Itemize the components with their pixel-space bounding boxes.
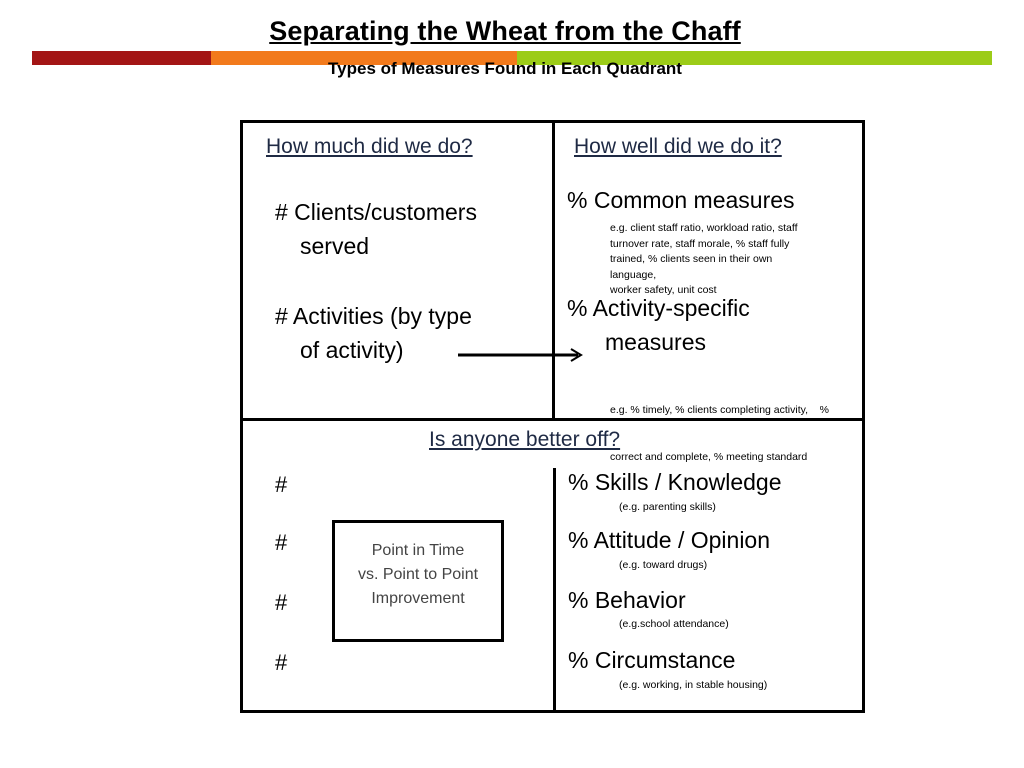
outcome-behavior: % Behavior [568, 587, 686, 613]
count-hash: # [275, 590, 288, 615]
vertical-divider-bottom [553, 468, 556, 710]
point-in-time-box [332, 520, 504, 642]
point-in-time-text: Point in Time vs. Point to Point Improvement [357, 542, 479, 607]
count-hash: # [275, 472, 288, 497]
activity-specific-line1: % Activity-specific [567, 295, 750, 321]
count-hash: # [275, 650, 288, 675]
outcome-attitude: % Attitude / Opinion [568, 527, 771, 553]
arrow-icon [458, 345, 588, 365]
slide-subtitle: Types of Measures Found in Each Quadrant [328, 59, 682, 78]
activity-specific-examples: e.g. % timely, % clients completing activity, % correct and complete, % meeting standard [610, 404, 830, 463]
common-measures: % Common measures [567, 187, 795, 213]
outcome-attitude-example: (e.g. toward drugs) [619, 559, 708, 571]
quadrant-heading-how-well: How well did we do it? [574, 135, 782, 158]
vertical-divider-top [552, 123, 555, 418]
outcome-behavior-example: (e.g.school attendance) [619, 618, 729, 630]
activities-line1: # Activities (by type [275, 303, 472, 329]
quadrant-frame [240, 120, 865, 713]
clients-served-line2: served [300, 233, 370, 259]
common-measures-examples: e.g. client staff ratio, workload ratio, staff turnover rate, staff morale, % staff fully trained, % clients seen in their own language, worker safety, unit cost [610, 222, 798, 296]
count-hash: # [275, 530, 288, 555]
activity-specific-line2: measures [605, 329, 706, 355]
quadrant-heading-how-much: How much did we do? [266, 135, 473, 158]
outcome-skills-example: (e.g. parenting skills) [619, 501, 716, 513]
slide-title: Separating the Wheat from the Chaff [269, 16, 741, 46]
quadrant-heading-better-off: Is anyone better off? [429, 428, 621, 451]
outcome-circumstance-example: (e.g. working, in stable housing) [619, 679, 768, 691]
outcome-circumstance: % Circumstance [568, 647, 736, 673]
activities-line2: of activity) [300, 337, 404, 363]
clients-served-line1: # Clients/customers [275, 199, 477, 225]
outcome-skills: % Skills / Knowledge [568, 469, 782, 495]
